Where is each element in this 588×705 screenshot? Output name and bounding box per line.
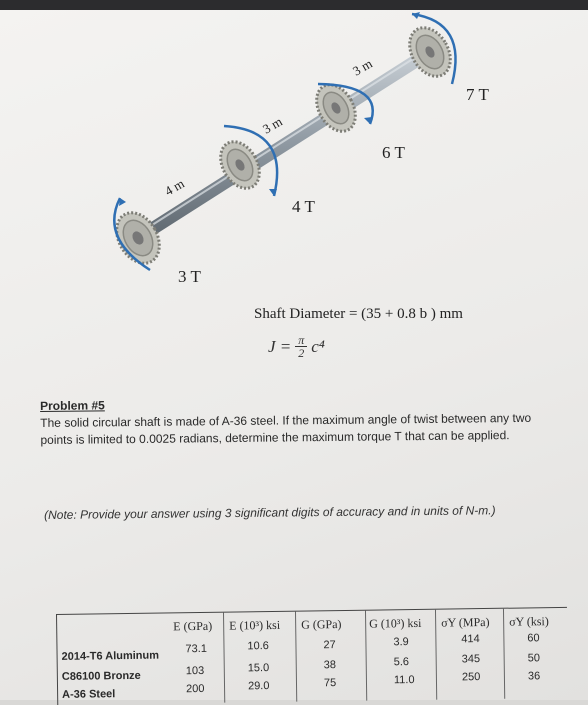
cell: 200	[185, 682, 205, 696]
cell: 75	[323, 677, 337, 690]
polar-moment-lhs: J =	[268, 336, 292, 356]
row-name-aluminum: 2014-T6 Aluminum	[61, 649, 160, 663]
cell: 50	[527, 652, 540, 665]
cell: 414	[461, 633, 480, 646]
row-name-steel: A-36 Steel	[62, 688, 116, 701]
length-label-1: 4 m	[162, 175, 187, 199]
problem-text: The solid circular shaft is made of A-36 steel. If the maximum angle of twist between any two points is limited to 0.0025 radians, determine the maximum torque T that can be applied.	[40, 410, 532, 447]
cell: 15.0	[247, 662, 270, 675]
cell: 27	[323, 639, 336, 652]
cell: 60	[527, 632, 540, 645]
header-g-ksi: G (10³) ksi	[369, 615, 422, 631]
torque-label-a: 3 T	[178, 267, 201, 286]
gear-d	[401, 20, 458, 83]
header-g-gpa: G (GPa)	[301, 617, 342, 632]
frac-denominator: 2	[298, 346, 305, 360]
header-sy-mpa: σY (MPa)	[441, 614, 490, 630]
shaft-figure	[0, 0, 588, 300]
length-label-3: 3 m	[350, 55, 375, 79]
cell: 38	[323, 659, 337, 672]
cell: 3.9	[393, 636, 409, 649]
torque-label-b: 4 T	[292, 197, 315, 216]
row-name-bronze: C86100 Bronze	[61, 669, 141, 683]
cell: 250	[461, 671, 481, 684]
shaft-diameter-formula: Shaft Diameter = (35 + 0.8 b ) mm	[254, 306, 463, 322]
header-sy-ksi: σY (ksi)	[509, 614, 549, 629]
material-properties-table	[56, 607, 568, 705]
polar-moment-rhs: c⁴	[311, 336, 325, 356]
header-e-gpa: E (GPa)	[173, 618, 213, 634]
cell: 345	[461, 653, 481, 666]
cell: 29.0	[247, 680, 270, 693]
answer-note: (Note: Provide your answer using 3 significant digits of accuracy and in units of N-m.)	[44, 503, 496, 522]
problem-title: Problem #5	[40, 398, 105, 413]
cell: 11.0	[393, 674, 415, 687]
length-label-2: 3 m	[260, 113, 285, 137]
cell: 36	[527, 670, 541, 683]
problem-statement	[40, 393, 561, 449]
torque-label-c: 6 T	[382, 143, 405, 162]
polar-moment-formula	[268, 334, 325, 359]
pi-over-two	[295, 334, 307, 359]
cell: 103	[185, 664, 205, 678]
header-e-ksi: E (10³) ksi	[229, 617, 281, 633]
torque-label-d: 7 T	[466, 85, 489, 104]
cell: 5.6	[393, 656, 410, 669]
cell: 73.1	[185, 642, 208, 656]
cell: 10.6	[247, 640, 269, 653]
frac-numerator: π	[298, 333, 305, 347]
